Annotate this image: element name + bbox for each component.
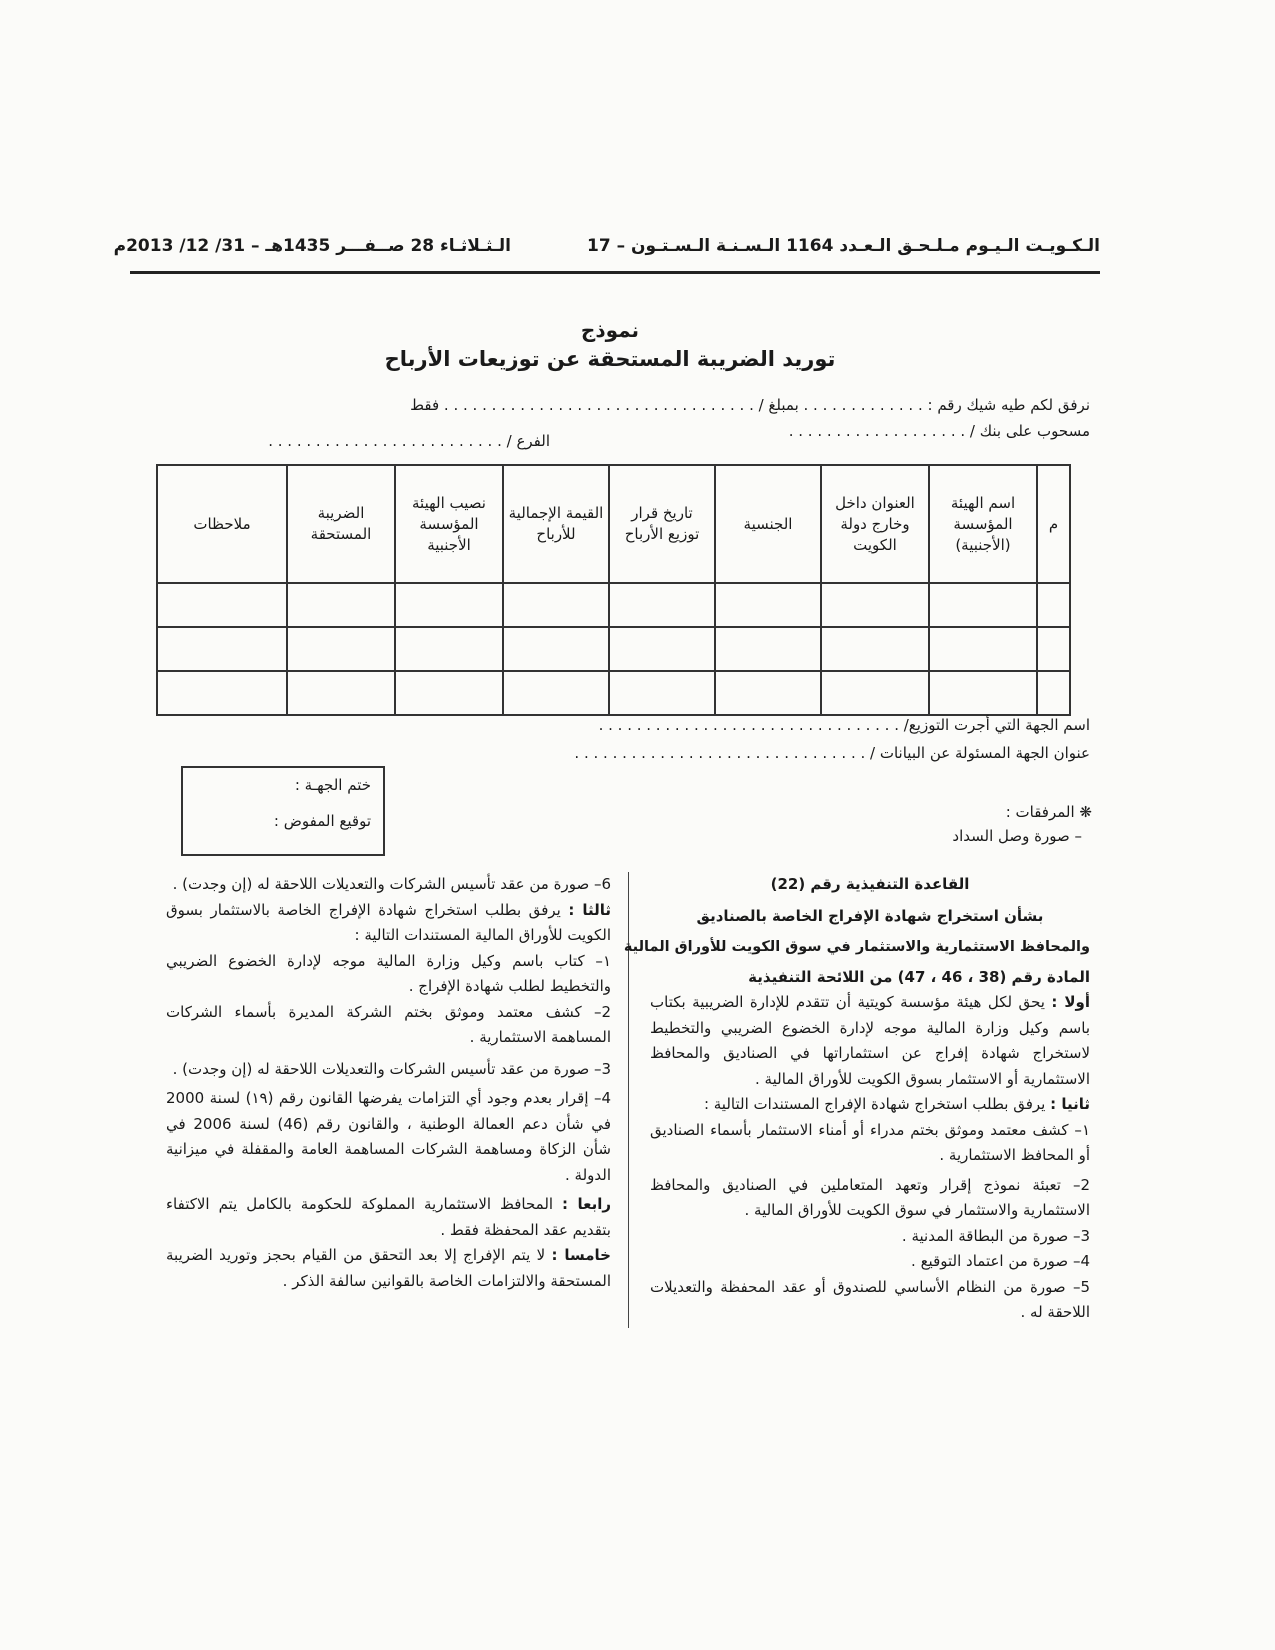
form-label: نموذج <box>580 318 640 342</box>
attachments-heading: ❋ المرفقات : <box>1005 803 1092 821</box>
issue-date: الـثـلاثـاء 28 صــفـــر 1435هـ – 31/ 12/ 2013م <box>113 236 511 256</box>
col-header-decision-date: تاريخ قرار توزيع الأرباح <box>609 465 715 583</box>
bank-line: مسحوب على بنك / . . . . . . . . . . . . . . . . . . . <box>788 422 1090 440</box>
table-cell[interactable] <box>1037 671 1070 715</box>
header-rule <box>130 271 1100 274</box>
table-cell[interactable] <box>287 627 395 671</box>
table-row <box>157 627 1070 671</box>
paragraph-second <box>650 1092 1090 1118</box>
table-cell[interactable] <box>821 583 929 627</box>
list-item: ١– كشف معتمد وموثق بختم مدراء أو أمناء الاستثمار بأسماء الصناديق أو المحافظ الاستثمارية . <box>650 1120 1090 1164</box>
table-row <box>157 583 1070 627</box>
rule-title: القاعدة التنفيذية رقم (22) <box>770 875 970 893</box>
paragraph-lead: رابعا : <box>562 1195 611 1213</box>
table-cell[interactable] <box>715 583 821 627</box>
table-cell[interactable] <box>821 627 929 671</box>
right-column <box>623 872 1090 1326</box>
stamp-label: ختم الجهـة : <box>294 776 371 794</box>
table-cell[interactable] <box>287 671 395 715</box>
paragraph-lead: ثالثا : <box>568 900 611 919</box>
paragraph-first <box>650 990 1090 1092</box>
paragraph-text: يحق لكل هيئة مؤسسة كويتية أن تتقدم للإدارة الضريبية بكتاب باسم وكيل وزارة المالية موجه لإدارة الخضوع الضريبي والتخطيط لاستخراج شهادة إفراج عن استثماراتها في الصناديق والمحافظ الاستثمارية أو الاستثمار بسوق الكويت للأوراق المالية . <box>650 993 1090 1088</box>
table-cell[interactable] <box>503 627 609 671</box>
left-column <box>166 872 611 1294</box>
paragraph-fifth <box>166 1243 611 1294</box>
paragraph-text: المحافظ الاستثمارية المملوكة للحكومة بالكامل يتم الاكتفاء بتقديم عقد المحفظة فقط . <box>166 1195 611 1239</box>
col-header-address: العنوان داخل وخارج دولة الكويت <box>821 465 929 583</box>
cheque-line: نرفق لكم طيه شيك رقم : . . . . . . . . . . . . . بمبلغ / . . . . . . . . . . . . . . . . . . . . . . . . . . . . . . . . . فقط <box>410 396 1090 414</box>
list-item: 6– صورة من عقد تأسيس الشركات والتعديلات اللاحقة له (إن وجدت) . <box>172 875 611 893</box>
gazette-issue-info: الـكـويـت الـيـوم مـلـحـق الـعـدد 1164 الـسـنـة الـسـتـون – 17 <box>587 236 1100 256</box>
branch-line: الفرع / . . . . . . . . . . . . . . . . . . . . . . . . . <box>268 432 550 450</box>
table-cell[interactable] <box>157 583 287 627</box>
rule-subject-2: والمحافظ الاستثمارية والاستثمار في سوق الكويت للأوراق المالية <box>623 939 1090 955</box>
list-item: 5– صورة من النظام الأساسي للصندوق أو عقد المحفظة والتعديلات اللاحقة له . <box>650 1277 1090 1321</box>
attachment-item: – صورة وصل السداد <box>952 827 1082 845</box>
table-cell[interactable] <box>929 671 1037 715</box>
table-cell[interactable] <box>503 671 609 715</box>
dividends-table <box>156 464 1071 716</box>
table-cell[interactable] <box>157 627 287 671</box>
list-item: 3– صورة من البطاقة المدنية . <box>901 1226 1090 1245</box>
list-item: ١– كتاب باسم وكيل وزارة المالية موجه لإدارة الخضوع الضريبي والتخطيط لطلب شهادة الإفراج . <box>166 951 611 995</box>
col-header-tax-due: الضريبة المستحقة <box>287 465 395 583</box>
list-item: 2– كشف معتمد وموثق بختم الشركة المديرة بأسماء الشركات المساهمة الاستثمارية . <box>166 1002 611 1046</box>
col-header-nationality: الجنسية <box>715 465 821 583</box>
table-cell[interactable] <box>287 583 395 627</box>
table-cell[interactable] <box>929 583 1037 627</box>
col-header-total-value: القيمة الإجمالية للأرباح <box>503 465 609 583</box>
paragraph-fourth <box>166 1192 611 1243</box>
distributor-name-line: اسم الجهة التي أجرت التوزيع/ . . . . . . . . . . . . . . . . . . . . . . . . . . . . . . . . <box>598 716 1090 734</box>
table-cell[interactable] <box>609 671 715 715</box>
col-header-number: م <box>1037 465 1070 583</box>
signature-label: توقيع المفوض : <box>273 812 371 830</box>
form-title: توريد الضريبة المستحقة عن توزيعات الأرباح <box>384 347 836 371</box>
table-row <box>157 671 1070 715</box>
table-cell[interactable] <box>715 671 821 715</box>
table-cell[interactable] <box>929 627 1037 671</box>
table-cell[interactable] <box>503 583 609 627</box>
table-cell[interactable] <box>609 583 715 627</box>
table-cell[interactable] <box>609 627 715 671</box>
list-item: 3– صورة من عقد تأسيس الشركات والتعديلات اللاحقة له (إن وجدت) . <box>172 1059 611 1078</box>
rule-article: المادة رقم (38 ، 46 ، 47) من اللائحة التنفيذية <box>748 967 1090 986</box>
list-item: 4– إقرار بعدم وجود أي التزامات يفرضها القانون رقم (١٩) لسنة 2000 في شأن دعم العمالة الوطنية ، والقانون رقم (46) لسنة 2006 في شأن الزكاة ومساهمة الشركات المساهمة العامة والمقفلة في ميزانية الدولة . <box>166 1089 611 1184</box>
table-cell[interactable] <box>1037 627 1070 671</box>
paragraph-text: يرفق بطلب استخراج شهادة الإفراج الخاصة بالاستثمار بسوق الكويت للأوراق المالية المستندات التالية : <box>166 900 611 944</box>
table-cell[interactable] <box>715 627 821 671</box>
rule-subject-1: بشأن استخراج شهادة الإفراج الخاصة بالصناديق <box>696 906 1044 925</box>
table-cell[interactable] <box>395 627 503 671</box>
table-cell[interactable] <box>395 583 503 627</box>
table-header-row <box>157 465 1070 583</box>
table-cell[interactable] <box>1037 583 1070 627</box>
table-cell[interactable] <box>821 671 929 715</box>
responsible-address-line: عنوان الجهة المسئولة عن البيانات / . . . . . . . . . . . . . . . . . . . . . . . . . . . . . . . <box>574 744 1090 762</box>
col-header-share: نصيب الهيئة المؤسسة الأجنبية <box>395 465 503 583</box>
paragraph-third <box>166 898 611 949</box>
col-header-entity-name: اسم الهيئة المؤسسة (الأجنبية) <box>929 465 1037 583</box>
table-cell[interactable] <box>395 671 503 715</box>
list-item: 4– صورة من اعتماد التوقيع . <box>911 1252 1090 1270</box>
table-cell[interactable] <box>157 671 287 715</box>
col-header-notes: ملاحظات <box>157 465 287 583</box>
paragraph-lead: خامسا : <box>551 1246 611 1264</box>
paragraph-lead: ثانيا : <box>1050 1095 1090 1113</box>
paragraph-lead: أولا : <box>1051 993 1090 1011</box>
stamp-signature-box <box>181 766 385 856</box>
paragraph-text: يرفق بطلب استخراج شهادة الإفراج المستندات التالية : <box>703 1095 1046 1113</box>
paragraph-text: لا يتم الإفراج إلا بعد التحقق من القيام بحجز وتوريد الضريبة المستحقة والالتزامات الخاصة بالقوانين سالفة الذكر . <box>166 1246 611 1290</box>
list-item: 2– تعبئة نموذج إقرار وتعهد المتعاملين في الصناديق والمحافظ الاستثمارية والاستثمار في سوق الكويت للأوراق المالية . <box>650 1175 1090 1219</box>
